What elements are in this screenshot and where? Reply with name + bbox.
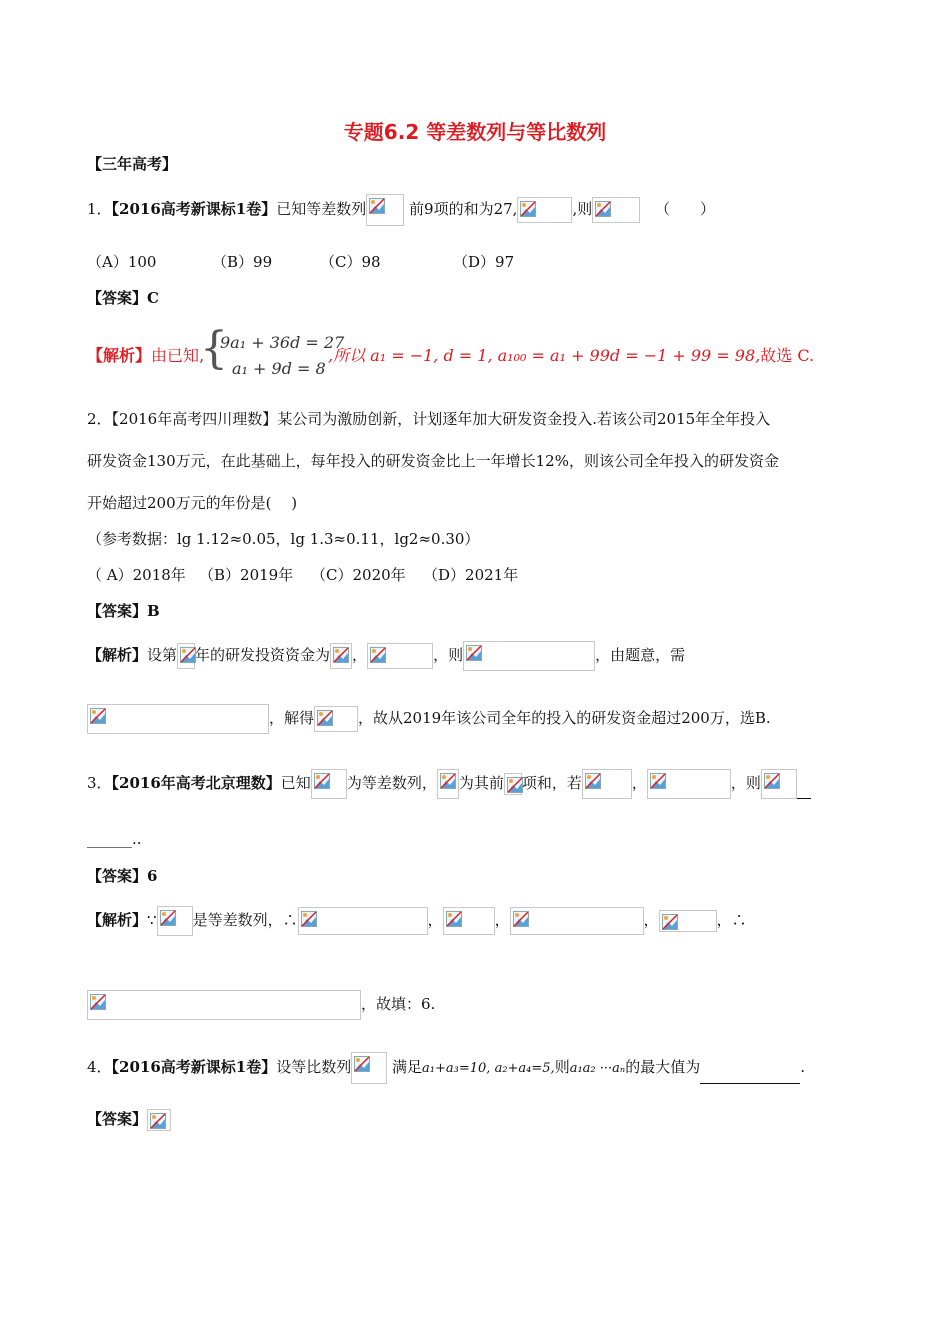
q2-analysis-2 bbox=[87, 704, 771, 734]
q3-analysis-d: ， bbox=[494, 911, 510, 929]
broken-image-icon bbox=[87, 990, 361, 1020]
equation-1: 9a₁ + 36d = 27 bbox=[220, 333, 345, 352]
broken-image-icon bbox=[761, 769, 797, 799]
q1-analysis-b: ,所以 a₁ = −1, d = 1, a₁₀₀ = a₁ + 99d = −1 + 99 = 98, bbox=[328, 346, 761, 365]
q1-option-a: （A）100 bbox=[87, 253, 157, 271]
broken-image-icon bbox=[659, 910, 717, 932]
q1-text-b: 前9项的和为27, bbox=[409, 200, 518, 218]
broken-image-icon bbox=[443, 907, 495, 935]
broken-image-icon bbox=[87, 704, 269, 734]
q4-text-d: 的最大值为 bbox=[625, 1058, 701, 1076]
broken-image-icon bbox=[314, 706, 358, 732]
q3-analysis-b: 是等差数列，∴ bbox=[192, 911, 298, 929]
broken-image-icon bbox=[367, 643, 433, 669]
q1-source: 【2016高考新课标1卷】 bbox=[111, 200, 277, 218]
broken-image-icon bbox=[592, 197, 640, 223]
q2-option-c: （C）2020年 bbox=[311, 566, 406, 584]
q3-text-f: ，则 bbox=[730, 774, 761, 792]
q4-product: a₁a₂ ···aₙ bbox=[569, 1061, 626, 1076]
question-4 bbox=[87, 1052, 805, 1084]
answer-blank bbox=[797, 784, 811, 799]
q4-answer-line bbox=[87, 1109, 171, 1131]
broken-image-icon bbox=[330, 643, 352, 669]
q4-text-c: 则 bbox=[554, 1058, 570, 1076]
q4-answer: 【答案】 bbox=[87, 1110, 148, 1128]
q2-line-2: 研发资金130万元，在此基础上，每年投入的研发资金比上一年增长12%，则该公司全年投入的研发资金 bbox=[87, 452, 779, 470]
broken-image-icon bbox=[351, 1052, 387, 1084]
q2-analysis-a: 设第 bbox=[147, 646, 178, 664]
broken-image-icon bbox=[463, 641, 595, 671]
q3-text-d: 项和，若 bbox=[521, 774, 582, 792]
q2-analysis-1 bbox=[87, 641, 685, 671]
broken-image-icon bbox=[157, 906, 193, 936]
q3-answer: 【答案】6 bbox=[87, 867, 158, 885]
question-1 bbox=[87, 194, 715, 226]
page-title: 专题6.2 等差数列与等比数列 bbox=[343, 120, 607, 144]
q4-source: 【2016高考新课标1卷】 bbox=[111, 1058, 277, 1076]
q3-analysis-g: ，故填：6. bbox=[361, 995, 436, 1013]
q3-analysis-c: ， bbox=[427, 911, 443, 929]
q1-option-d: （D）97 bbox=[453, 253, 515, 271]
q2-analysis-d: ，则 bbox=[433, 646, 464, 664]
q1-analysis-a: 由已知, bbox=[151, 346, 205, 365]
q2-analysis-e: ，由题意，需 bbox=[595, 646, 686, 664]
q1-analysis-c: 故选 C. bbox=[760, 346, 815, 365]
q3-analysis-a: ∵ bbox=[147, 911, 157, 929]
broken-image-icon bbox=[647, 769, 731, 799]
broken-image-icon bbox=[510, 907, 644, 935]
q3-text-b: 为等差数列， bbox=[346, 774, 437, 792]
q1-options bbox=[87, 252, 514, 272]
q3-analysis-1 bbox=[87, 906, 747, 936]
q1-option-b: （B）99 bbox=[212, 253, 273, 271]
q3-analysis-f: ，∴ bbox=[716, 911, 747, 929]
q1-answer: 【答案】C bbox=[87, 289, 159, 307]
equation-2: a₁ + 9d = 8 bbox=[232, 359, 326, 378]
q2-answer: 【答案】B bbox=[87, 602, 160, 620]
broken-image-icon bbox=[298, 907, 428, 935]
q2-option-a: （ A）2018年 bbox=[87, 566, 186, 584]
q4-text-b: 满足 bbox=[392, 1058, 423, 1076]
q3-text-a: 已知 bbox=[280, 774, 311, 792]
q1-text-a: 已知等差数列 bbox=[276, 200, 367, 218]
q4-number: 4． bbox=[87, 1058, 112, 1076]
q2-analysis-label: 【解析】 bbox=[87, 646, 148, 664]
broken-image-icon bbox=[311, 769, 347, 799]
q1-text-c: ,则 bbox=[572, 200, 593, 218]
q3-analysis-label: 【解析】 bbox=[87, 911, 148, 929]
q3-analysis-e: ， bbox=[643, 911, 659, 929]
q3-blank-tail: ______.. bbox=[87, 830, 142, 848]
broken-image-icon bbox=[437, 769, 459, 799]
q2-analysis-f: ，解得 bbox=[269, 709, 315, 727]
q3-text-e: ， bbox=[631, 774, 647, 792]
q3-analysis-2 bbox=[87, 990, 435, 1020]
q3-source: 【2016年高考北京理数】 bbox=[111, 774, 281, 792]
q1-option-c: （C）98 bbox=[320, 253, 381, 271]
q1-analysis-label: 【解析】 bbox=[87, 346, 152, 365]
q3-text-c: 为其前 bbox=[458, 774, 504, 792]
broken-image-icon bbox=[177, 643, 195, 669]
broken-image-icon bbox=[147, 1109, 171, 1131]
answer-blank bbox=[700, 1069, 800, 1084]
q1-analysis bbox=[87, 346, 204, 366]
broken-image-icon bbox=[517, 197, 572, 223]
broken-image-icon bbox=[504, 773, 522, 795]
q2-line-3: 开始超过200万元的年份是( ) bbox=[87, 494, 298, 512]
q1-paren: （ ） bbox=[655, 200, 716, 218]
q1-number: 1． bbox=[87, 200, 112, 218]
broken-image-icon bbox=[366, 194, 404, 226]
q2-options bbox=[87, 565, 518, 585]
q2-option-d: （D）2021年 bbox=[423, 566, 519, 584]
q2-reference: （参考数据：lg 1.12≈0.05，lg 1.3≈0.11，lg2≈0.30） bbox=[87, 530, 480, 548]
broken-image-icon bbox=[582, 769, 632, 799]
q2-analysis-b: 年的研发投资资金为 bbox=[195, 646, 331, 664]
q2-line-1: 2．【2016年高考四川理数】某公司为激励创新，计划逐年加大研发资金投入.若该公司2015年全年投入 bbox=[87, 410, 771, 428]
system-brace: { bbox=[200, 323, 228, 374]
q2-analysis-c: ， bbox=[352, 646, 368, 664]
q3-number: 3． bbox=[87, 774, 112, 792]
q4-text-a: 设等比数列 bbox=[276, 1058, 352, 1076]
q4-text-end: . bbox=[800, 1058, 805, 1076]
q2-analysis-g: ，故从2019年该公司全年的投入的研发资金超过200万，选B. bbox=[358, 709, 771, 727]
q2-option-b: （B）2019年 bbox=[199, 566, 294, 584]
question-3 bbox=[87, 769, 811, 799]
q4-condition: a₁+a₃=10, a₂+a₄=5, bbox=[422, 1061, 555, 1076]
section-heading: 【三年高考】 bbox=[87, 155, 178, 173]
q1-analysis-tail bbox=[328, 346, 814, 366]
